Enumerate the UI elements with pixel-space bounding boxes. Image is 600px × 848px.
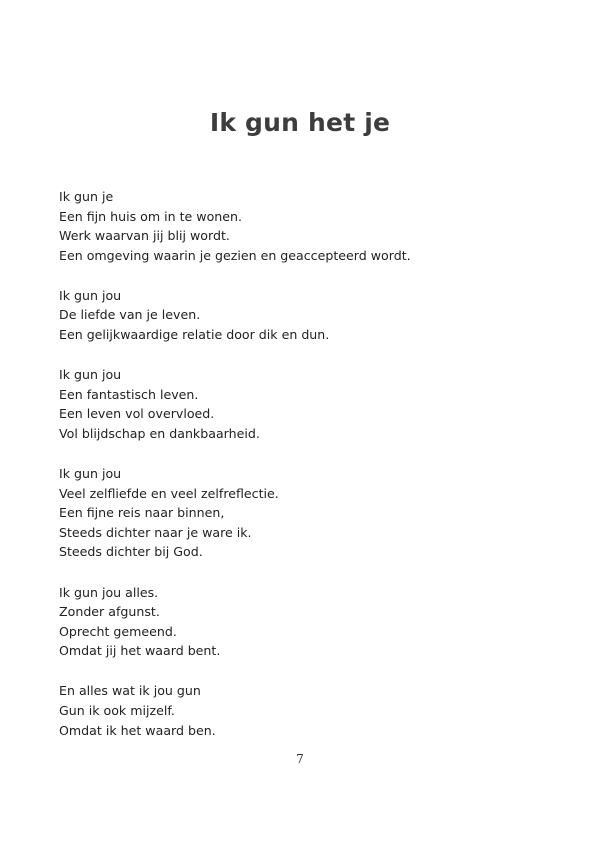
poem-body [59, 187, 539, 761]
poem-line: Een gelijkwaardige relatie door dik en dun. [59, 327, 330, 343]
stanza [59, 187, 539, 265]
poem-line: Werk waarvan jij blij wordt. [59, 228, 230, 244]
poem-line: Een leven vol overvloed. [59, 406, 215, 422]
poem-line: Ik gun jou alles. [59, 584, 159, 600]
poem-line: Een fantastisch leven. [59, 386, 199, 402]
poem-line: Omdat jij het waard bent. [59, 643, 221, 659]
poem-line: Een fijn huis om in te wonen. [59, 208, 243, 224]
poem-line: Oprecht gemeend. [59, 623, 177, 639]
poem-title: Ik gun het je [209, 108, 391, 137]
poem-line: De liefde van je leven. [59, 307, 201, 323]
poem-line: Steeds dichter bij God. [59, 544, 203, 560]
poem-line: Gun ik ook mijzelf. [59, 702, 175, 718]
stanza [59, 286, 539, 345]
poem-line: Ik gun jou [59, 367, 122, 383]
poem-line: Een fijne reis naar binnen, [59, 505, 225, 521]
page-number: 7 [296, 752, 304, 766]
stanza [59, 583, 539, 661]
poem-line: Omdat ik het waard ben. [59, 722, 216, 738]
stanza [59, 365, 539, 443]
poem-line: Veel zelfliefde en veel zelfreflectie. [59, 485, 279, 501]
poem-line: Ik gun jou [59, 466, 122, 482]
poem-line: Een omgeving waarin je gezien en geaccepteerd wordt. [59, 247, 411, 263]
stanza [59, 464, 539, 562]
poem-line: Zonder afgunst. [59, 604, 160, 620]
stanza [59, 681, 539, 740]
poem-line: Vol blijdschap en dankbaarheid. [59, 425, 260, 441]
poem-line: En alles wat ik jou gun [59, 683, 201, 699]
poem-line: Ik gun je [59, 189, 114, 204]
poem-line: Ik gun jou [59, 287, 122, 303]
poem-line: Steeds dichter naar je ware ik. [59, 524, 252, 540]
